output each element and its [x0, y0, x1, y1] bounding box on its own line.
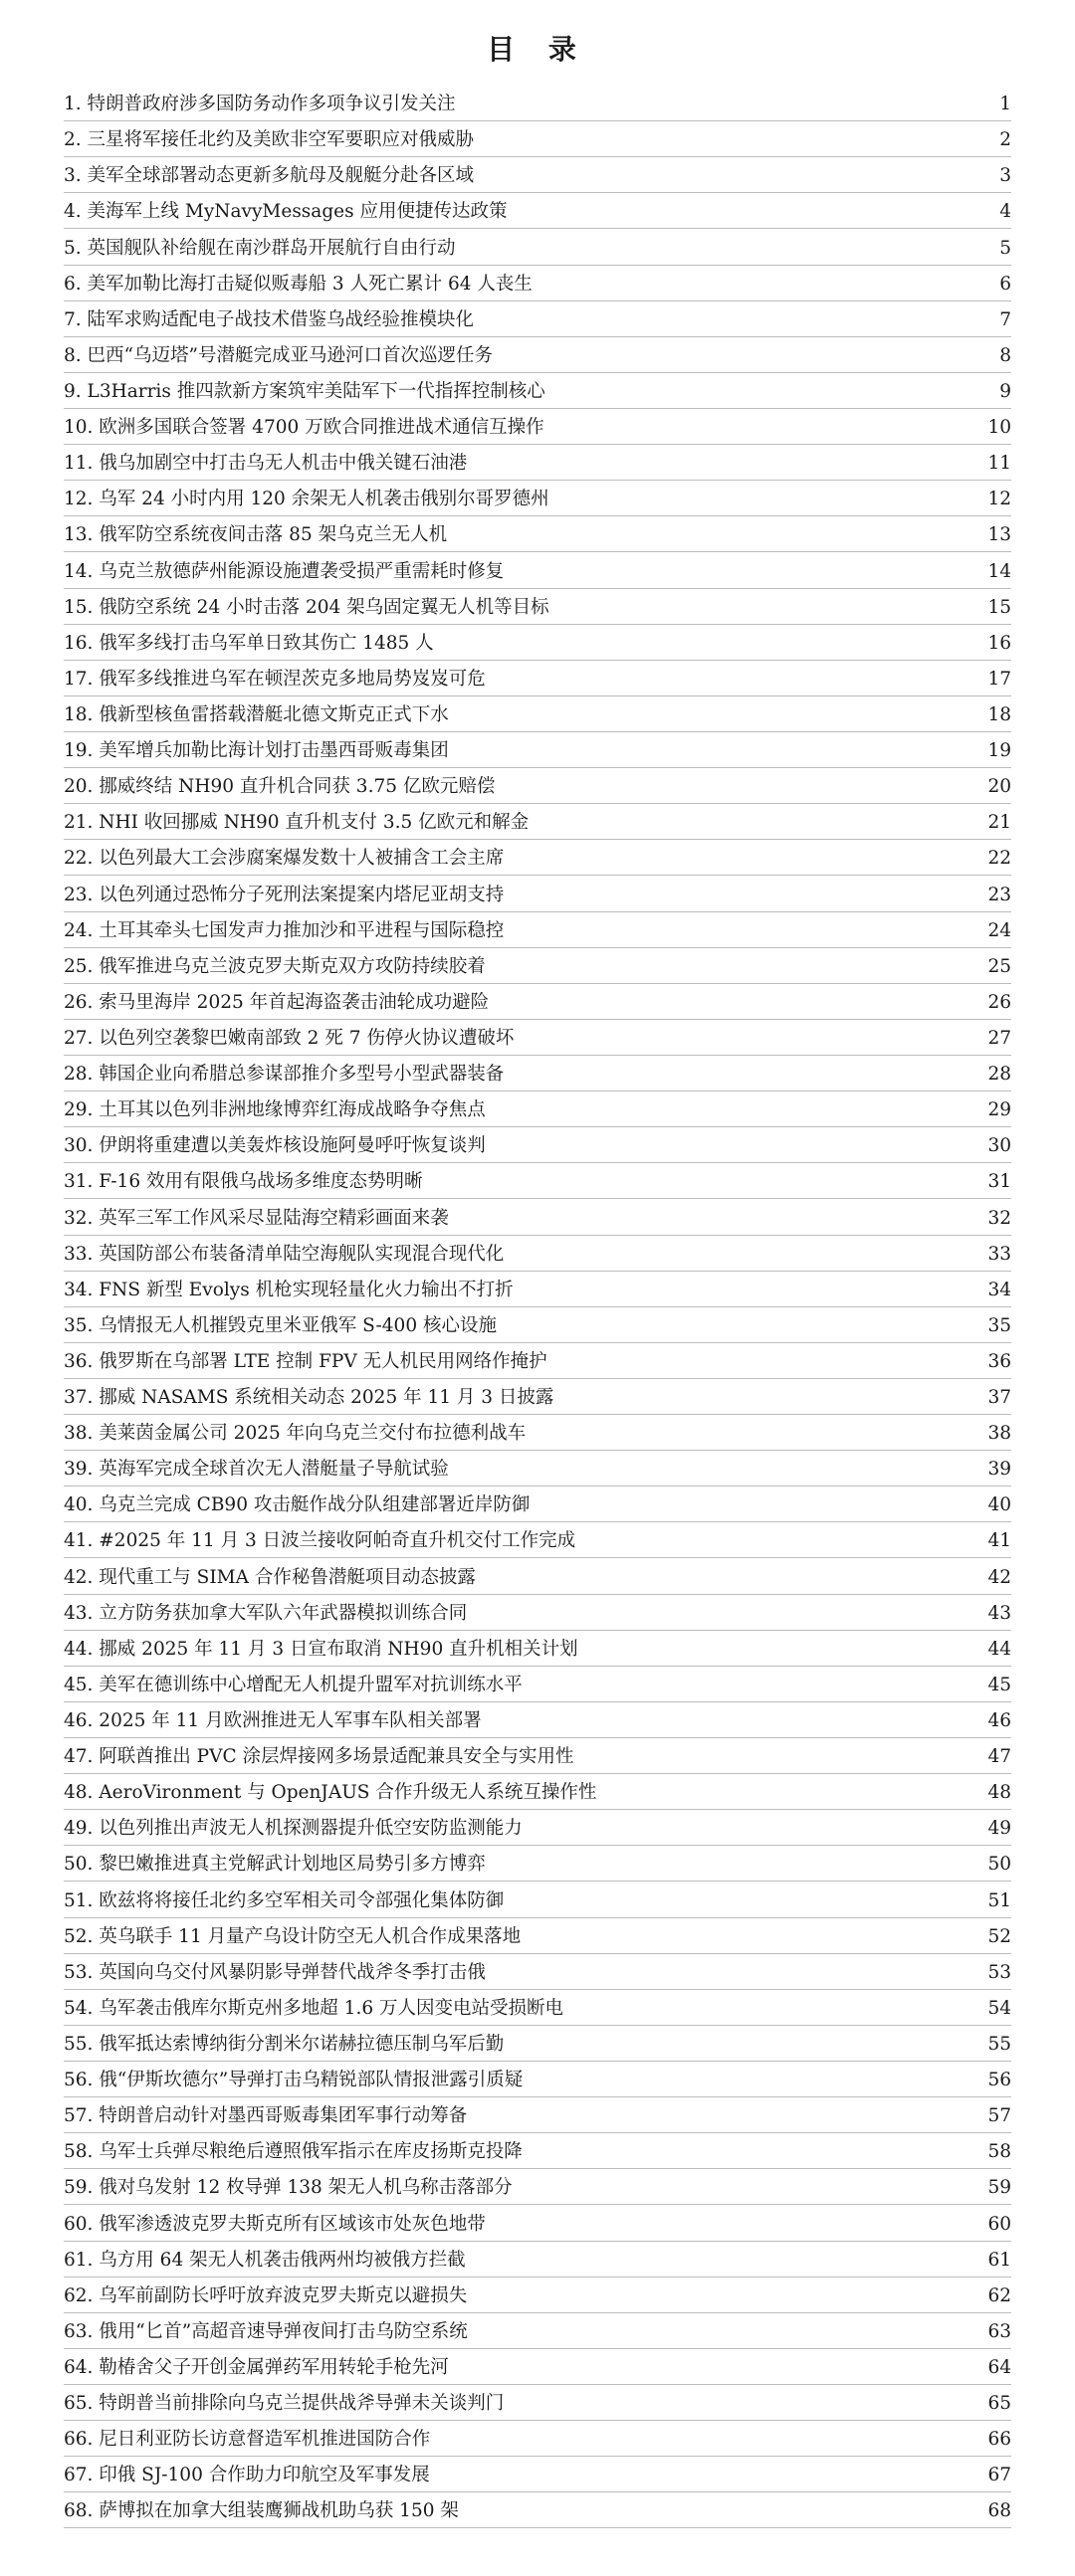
toc-entry-title: 40. 乌克兰完成 CB90 攻击艇作战分队组建部署近岸防御 [64, 1494, 531, 1516]
toc-entry[interactable] [64, 732, 1011, 768]
toc-entry[interactable] [64, 1667, 1011, 1702]
toc-entry-page-number: 7 [999, 308, 1011, 330]
toc-entry-page-number: 12 [987, 489, 1011, 510]
page-title: 目 录 [487, 33, 588, 66]
toc-entry-page-number: 57 [987, 2105, 1011, 2127]
toc-entry-title: 45. 美军在德训练中心增配无人机提升盟军对抗训练水平 [64, 1674, 523, 1695]
toc-entry-title: 67. 印俄 SJ-100 合作助力印航空及军事发展 [64, 2465, 430, 2486]
toc-entry-title: 54. 乌军袭击俄库尔斯克州多地超 1.6 万人因变电站受损断电 [64, 1997, 563, 2019]
toc-entry-title: 6. 美军加勒比海打击疑似贩毒船 3 人死亡累计 64 人丧生 [64, 273, 533, 295]
toc-entry[interactable] [64, 409, 1011, 445]
toc-entry-page-number: 55 [987, 2034, 1011, 2056]
toc-entry-page-number: 34 [987, 1279, 1011, 1300]
toc-entry[interactable] [64, 984, 1011, 1020]
toc-entry[interactable] [64, 2278, 1011, 2313]
toc-entry-page-number: 53 [987, 1961, 1011, 1983]
toc-entry-page-number: 58 [987, 2141, 1011, 2163]
toc-entry[interactable] [64, 1379, 1011, 1415]
toc-entry[interactable] [64, 2242, 1011, 2278]
toc-entry-title: 61. 乌方用 64 架无人机袭击俄两州均被俄方拦截 [64, 2249, 466, 2271]
toc-entry[interactable] [64, 1522, 1011, 1558]
toc-entry[interactable] [64, 912, 1011, 948]
toc-entry-title: 53. 英国向乌交付风暴阴影导弹替代战斧冬季打击俄 [64, 1961, 486, 1983]
toc-entry[interactable] [64, 445, 1011, 481]
toc-entry[interactable] [64, 1954, 1011, 1990]
toc-entry[interactable] [64, 1163, 1011, 1199]
toc-entry-title: 41. #2025 年 11 月 3 日波兰接收阿帕奇直升机交付工作完成 [64, 1530, 576, 1552]
toc-entry-page-number: 9 [999, 380, 1011, 402]
toc-entry-page-number: 14 [987, 560, 1011, 582]
toc-entry-page-number: 43 [987, 1602, 1011, 1624]
toc-entry-title: 60. 俄军渗透波克罗夫斯克所有区域该市处灰色地带 [64, 2213, 486, 2235]
toc-entry-title: 3. 美军全球部署动态更新多航母及舰艇分赴各区域 [64, 165, 475, 187]
toc-entry[interactable] [64, 1127, 1011, 1163]
toc-entry-page-number: 48 [987, 1782, 1011, 1804]
toc-entry-title: 23. 以色列通过恐怖分子死刑法案提案内塔尼亚胡支持 [64, 884, 505, 905]
toc-entry[interactable] [64, 121, 1011, 157]
toc-entry-page-number: 54 [987, 1997, 1011, 2019]
toc-entry-page-number: 50 [987, 1854, 1011, 1876]
toc-entry[interactable] [64, 804, 1011, 840]
toc-entry-page-number: 28 [987, 1064, 1011, 1086]
toc-entry[interactable] [64, 2492, 1011, 2528]
toc-entry-page-number: 59 [987, 2177, 1011, 2199]
toc-entry[interactable] [64, 840, 1011, 876]
toc-entry-title: 64. 勒椿舍父子开创金属弹药军用转轮手枪先河 [64, 2357, 449, 2378]
toc-entry-title: 38. 美莱茵金属公司 2025 年向乌克兰交付布拉德利战车 [64, 1423, 527, 1445]
toc-entry-page-number: 65 [987, 2393, 1011, 2415]
toc-entry-page-number: 30 [987, 1135, 1011, 1157]
toc-entry-title: 57. 特朗普启动针对墨西哥贩毒集团军事行动筹备 [64, 2105, 468, 2127]
toc-entry-title: 59. 俄对乌发射 12 枚导弹 138 架无人机乌称击落部分 [64, 2177, 513, 2199]
toc-entry[interactable] [64, 2385, 1011, 2421]
toc-list [64, 86, 1011, 2528]
toc-entry[interactable] [64, 876, 1011, 911]
toc-entry-page-number: 45 [987, 1674, 1011, 1695]
toc-entry-page-number: 29 [987, 1099, 1011, 1121]
toc-entry[interactable] [64, 1918, 1011, 1954]
toc-entry-title: 37. 挪威 NASAMS 系统相关动态 2025 年 11 月 3 日披露 [64, 1387, 554, 1409]
toc-entry-page-number: 66 [987, 2429, 1011, 2451]
toc-entry[interactable] [64, 948, 1011, 984]
toc-entry-title: 30. 伊朗将重建遭以美轰炸核设施阿曼呼吁恢复谈判 [64, 1135, 486, 1157]
toc-entry[interactable] [64, 1199, 1011, 1235]
toc-entry[interactable] [64, 2169, 1011, 2205]
toc-entry-page-number: 68 [987, 2500, 1011, 2522]
toc-entry-page-number: 3 [999, 165, 1011, 187]
toc-entry-page-number: 24 [987, 919, 1011, 941]
toc-entry[interactable] [64, 1846, 1011, 1882]
toc-entry-title: 18. 俄新型核鱼雷搭载潜艇北德文斯克正式下水 [64, 703, 449, 725]
toc-entry-page-number: 31 [987, 1171, 1011, 1193]
toc-entry[interactable] [64, 625, 1011, 661]
toc-entry-title: 46. 2025 年 11 月欧洲推进无人军事车队相关部署 [64, 1710, 482, 1732]
toc-entry-page-number: 2 [999, 129, 1011, 151]
toc-entry[interactable] [64, 2349, 1011, 2385]
toc-entry[interactable] [64, 1272, 1011, 1307]
toc-entry[interactable] [64, 1558, 1011, 1594]
toc-entry-page-number: 36 [987, 1350, 1011, 1372]
toc-entry-title: 1. 特朗普政府涉多国防务动作多项争议引发关注 [64, 94, 456, 115]
toc-entry[interactable] [64, 86, 1011, 121]
toc-entry-title: 58. 乌军士兵弹尽粮绝后遵照俄军指示在库皮扬斯克投降 [64, 2141, 523, 2163]
toc-entry-title: 44. 挪威 2025 年 11 月 3 日宣布取消 NH90 直升机相关计划 [64, 1638, 578, 1660]
toc-entry-page-number: 22 [987, 848, 1011, 870]
toc-entry-title: 22. 以色列最大工会涉腐案爆发数十人被捕含工会主席 [64, 848, 505, 870]
toc-entry-page-number: 39 [987, 1459, 1011, 1481]
toc-entry-page-number: 62 [987, 2284, 1011, 2306]
toc-entry[interactable] [64, 2457, 1011, 2492]
toc-entry-title: 68. 萨博拟在加拿大组装鹰狮战机助乌获 150 架 [64, 2500, 459, 2522]
toc-entry-page-number: 61 [987, 2249, 1011, 2271]
toc-entry-page-number: 8 [999, 344, 1011, 366]
toc-entry-page-number: 37 [987, 1387, 1011, 1409]
toc-entry-page-number: 32 [987, 1207, 1011, 1229]
toc-entry-page-number: 23 [987, 884, 1011, 905]
toc-entry-page-number: 67 [987, 2465, 1011, 2486]
toc-entry-page-number: 5 [999, 237, 1011, 259]
toc-entry-title: 35. 乌情报无人机摧毁克里米亚俄军 S-400 核心设施 [64, 1314, 497, 1336]
toc-entry-page-number: 64 [987, 2357, 1011, 2378]
toc-entry[interactable] [64, 301, 1011, 337]
toc-entry-page-number: 17 [987, 668, 1011, 690]
toc-entry-page-number: 18 [987, 703, 1011, 725]
toc-entry-page-number: 15 [987, 596, 1011, 618]
toc-entry-page-number: 33 [987, 1243, 1011, 1265]
toc-entry[interactable] [64, 1810, 1011, 1846]
toc-entry-title: 43. 立方防务获加拿大军队六年武器模拟训练合同 [64, 1602, 468, 1624]
toc-entry-title: 15. 俄防空系统 24 小时击落 204 架乌固定翼无人机等目标 [64, 596, 549, 618]
toc-entry-page-number: 51 [987, 1889, 1011, 1911]
toc-entry-title: 29. 土耳其以色列非洲地缘博弈红海成战略争夺焦点 [64, 1099, 486, 1121]
toc-entry-page-number: 21 [987, 812, 1011, 834]
toc-entry[interactable] [64, 1774, 1011, 1810]
toc-entry[interactable] [64, 516, 1011, 552]
toc-entry-title: 14. 乌克兰敖德萨州能源设施遭袭受损严重需耗时修复 [64, 560, 505, 582]
toc-entry-page-number: 11 [987, 453, 1011, 475]
toc-entry[interactable] [64, 1307, 1011, 1343]
toc-entry[interactable] [64, 589, 1011, 625]
toc-entry-page-number: 1 [999, 94, 1011, 115]
toc-entry[interactable] [64, 481, 1011, 516]
toc-entry-title: 28. 韩国企业向希腊总参谋部推介多型号小型武器装备 [64, 1064, 505, 1086]
toc-entry[interactable] [64, 1343, 1011, 1379]
toc-entry-title: 25. 俄军推进乌克兰波克罗夫斯克双方攻防持续胶着 [64, 955, 486, 977]
toc-entry-page-number: 42 [987, 1566, 1011, 1588]
toc-entry[interactable] [64, 373, 1011, 409]
toc-entry[interactable] [64, 2313, 1011, 2349]
toc-entry-page-number: 10 [987, 417, 1011, 439]
toc-entry-page-number: 27 [987, 1027, 1011, 1049]
toc-entry[interactable] [64, 552, 1011, 588]
toc-entry-title: 19. 美军增兵加勒比海计划打击墨西哥贩毒集团 [64, 740, 449, 762]
toc-entry-title: 7. 陆军求购适配电子战技术借鉴乌战经验推模块化 [64, 308, 475, 330]
toc-entry[interactable] [64, 2133, 1011, 2169]
toc-entry-page-number: 38 [987, 1423, 1011, 1445]
toc-entry-page-number: 16 [987, 632, 1011, 654]
toc-entry[interactable] [64, 2205, 1011, 2241]
toc-entry-title: 31. F-16 效用有限俄乌战场多维度态势明晰 [64, 1171, 423, 1193]
toc-entry[interactable] [64, 1486, 1011, 1522]
toc-entry-title: 27. 以色列空袭黎巴嫩南部致 2 死 7 伤停火协议遭破坏 [64, 1027, 515, 1049]
toc-entry-title: 48. AeroVironment 与 OpenJAUS 合作升级无人系统互操作性 [64, 1782, 597, 1804]
toc-entry-title: 12. 乌军 24 小时内用 120 余架无人机袭击俄别尔哥罗德州 [64, 489, 549, 510]
toc-entry[interactable] [64, 157, 1011, 193]
toc-entry-title: 32. 英军三军工作风采尽显陆海空精彩画面来袭 [64, 1207, 449, 1229]
toc-entry-page-number: 52 [987, 1925, 1011, 1947]
toc-entry-title: 11. 俄乌加剧空中打击乌无人机击中俄关键石油港 [64, 453, 468, 475]
toc-entry[interactable] [64, 1236, 1011, 1272]
toc-entry-title: 49. 以色列推出声波无人机探测器提升低空安防监测能力 [64, 1818, 523, 1840]
toc-entry-title: 33. 英国防部公布装备清单陆空海舰队实现混合现代化 [64, 1243, 505, 1265]
toc-entry[interactable] [64, 768, 1011, 804]
toc-entry-title: 17. 俄军多线推进乌军在顿涅茨克多地局势岌岌可危 [64, 668, 486, 690]
toc-entry-page-number: 60 [987, 2213, 1011, 2235]
toc-entry[interactable] [64, 337, 1011, 373]
toc-entry-page-number: 6 [999, 273, 1011, 295]
toc-entry-title: 26. 索马里海岸 2025 年首起海盗袭击油轮成功避险 [64, 991, 490, 1013]
toc-entry-page-number: 13 [987, 524, 1011, 546]
toc-entry-title: 56. 俄“伊斯坎德尔”导弹打击乌精锐部队情报泄露引质疑 [64, 2070, 524, 2091]
toc-entry-title: 24. 土耳其牵头七国发声力推加沙和平进程与国际稳控 [64, 919, 505, 941]
toc-entry-page-number: 49 [987, 1818, 1011, 1840]
toc-entry-page-number: 4 [999, 201, 1011, 223]
toc-entry-page-number: 44 [987, 1638, 1011, 1660]
toc-entry[interactable] [64, 1738, 1011, 1774]
toc-entry-page-number: 25 [987, 955, 1011, 977]
toc-entry-title: 36. 俄罗斯在乌部署 LTE 控制 FPV 无人机民用网络作掩护 [64, 1350, 547, 1372]
toc-entry-title: 52. 英乌联手 11 月量产乌设计防空无人机合作成果落地 [64, 1925, 522, 1947]
toc-entry-title: 5. 英国舰队补给舰在南沙群岛开展航行自由行动 [64, 237, 456, 259]
toc-entry[interactable] [64, 1990, 1011, 2026]
toc-entry-title: 4. 美海军上线 MyNavyMessages 应用便捷传达政策 [64, 201, 508, 223]
toc-entry-title: 42. 现代重工与 SIMA 合作秘鲁潜艇项目动态披露 [64, 1566, 476, 1588]
toc-entry[interactable] [64, 1631, 1011, 1667]
toc-entry[interactable] [64, 2097, 1011, 2133]
toc-entry[interactable] [64, 229, 1011, 265]
toc-entry-title: 51. 欧兹将将接任北约多空军相关司令部强化集体防御 [64, 1889, 505, 1911]
toc-entry[interactable] [64, 1415, 1011, 1451]
toc-entry[interactable] [64, 1882, 1011, 1917]
toc-entry[interactable] [64, 1595, 1011, 1631]
toc-entry[interactable] [64, 2062, 1011, 2097]
toc-entry-page-number: 26 [987, 991, 1011, 1013]
toc-entry[interactable] [64, 2026, 1011, 2062]
toc-entry[interactable] [64, 661, 1011, 696]
toc-entry-page-number: 56 [987, 2070, 1011, 2091]
toc-entry-title: 13. 俄军防空系统夜间击落 85 架乌克兰无人机 [64, 524, 448, 546]
toc-entry-title: 50. 黎巴嫩推进真主党解武计划地区局势引多方博弈 [64, 1854, 486, 1876]
toc-entry-page-number: 19 [987, 740, 1011, 762]
toc-entry[interactable] [64, 1451, 1011, 1486]
toc-entry[interactable] [64, 1702, 1011, 1738]
toc-entry-page-number: 47 [987, 1746, 1011, 1768]
toc-entry-title: 21. NHI 收回挪威 NH90 直升机支付 3.5 亿欧元和解金 [64, 812, 530, 834]
toc-entry-title: 47. 阿联酋推出 PVC 涂层焊接网多场景适配兼具安全与实用性 [64, 1746, 574, 1768]
toc-entry-page-number: 41 [987, 1530, 1011, 1552]
toc-entry-title: 20. 挪威终结 NH90 直升机合同获 3.75 亿欧元赔偿 [64, 776, 496, 798]
toc-entry-page-number: 20 [987, 776, 1011, 798]
toc-entry-title: 39. 英海军完成全球首次无人潜艇量子导航试验 [64, 1459, 449, 1481]
toc-entry-title: 63. 俄用“匕首”高超音速导弹夜间打击乌防空系统 [64, 2320, 468, 2342]
toc-entry-title: 65. 特朗普当前排除向乌克兰提供战斧导弹未关谈判门 [64, 2393, 505, 2415]
toc-entry[interactable] [64, 2421, 1011, 2457]
toc-entry-title: 9. L3Harris 推四款新方案筑牢美陆军下一代指挥控制核心 [64, 380, 545, 402]
toc-entry-title: 34. FNS 新型 Evolys 机枪实现轻量化火力输出不打折 [64, 1279, 514, 1300]
toc-entry[interactable] [64, 266, 1011, 301]
toc-entry-title: 62. 乌军前副防长呼吁放弃波克罗夫斯克以避损失 [64, 2284, 468, 2306]
toc-entry-title: 66. 尼日利亚防长访意督造军机推进国防合作 [64, 2429, 431, 2451]
toc-entry[interactable] [64, 193, 1011, 229]
toc-entry-title: 2. 三星将军接任北约及美欧非空军要职应对俄威胁 [64, 129, 475, 151]
toc-entry[interactable] [64, 1020, 1011, 1056]
toc-entry-title: 10. 欧洲多国联合签署 4700 万欧合同推进战术通信互操作 [64, 417, 544, 439]
toc-entry-page-number: 63 [987, 2320, 1011, 2342]
toc-entry-title: 55. 俄军抵达索博纳街分割米尔诺赫拉德压制乌军后勤 [64, 2034, 505, 2056]
toc-entry[interactable] [64, 696, 1011, 732]
toc-entry-title: 8. 巴西“乌迈塔”号潜艇完成亚马逊河口首次巡逻任务 [64, 344, 493, 366]
toc-entry-title: 16. 俄军多线打击乌军单日致其伤亡 1485 人 [64, 632, 434, 654]
toc-entry[interactable] [64, 1091, 1011, 1127]
toc-entry-page-number: 35 [987, 1314, 1011, 1336]
toc-entry-page-number: 40 [987, 1494, 1011, 1516]
toc-entry-page-number: 46 [987, 1710, 1011, 1732]
toc-entry[interactable] [64, 1056, 1011, 1091]
